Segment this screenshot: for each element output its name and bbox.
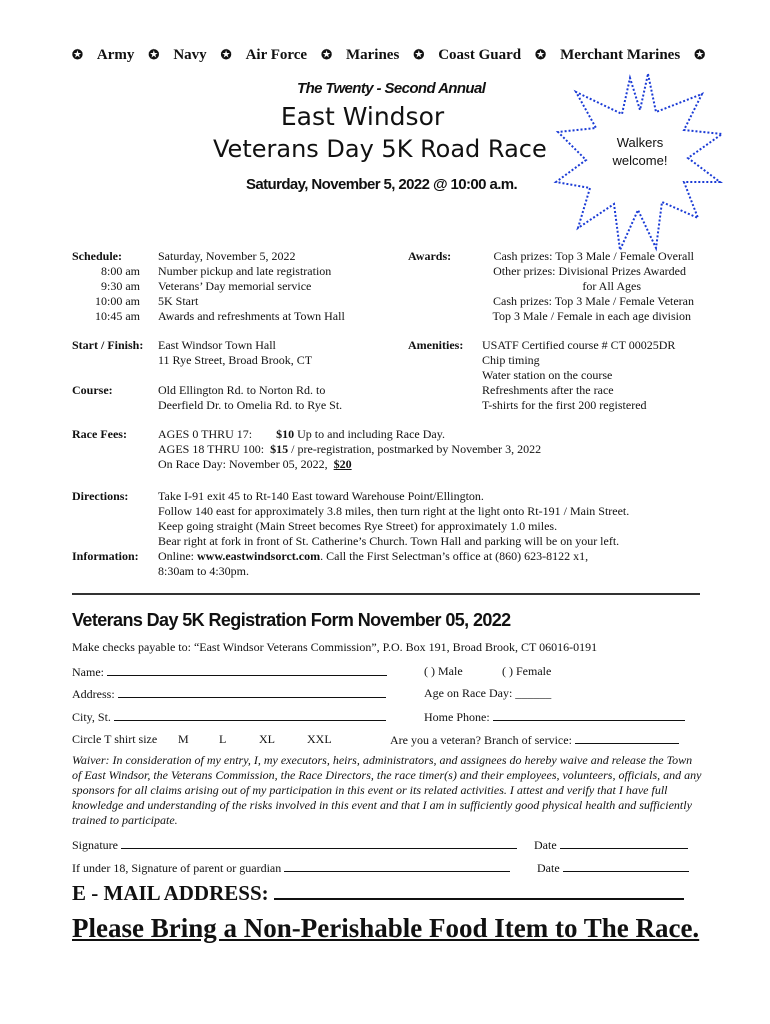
guardian-signature-field[interactable] (72, 860, 510, 876)
event-subtitle: The Twenty - Second Annual (297, 80, 486, 97)
payable-note: Make checks payable to: “East Windsor Veterans Commission”, P.O. Box 191, Broad Brook, CT 06016-0191 (72, 640, 598, 654)
signature-label: Signature (72, 838, 118, 852)
home-phone-field[interactable] (424, 709, 685, 725)
start-finish-label: Start / Finish: (72, 338, 144, 352)
tshirt-size-option[interactable]: M (178, 732, 189, 746)
amenities-line: Refreshments after the race (482, 383, 614, 397)
branch-merchant-marines: Merchant Marines (560, 47, 681, 63)
branch-marines: Marines (345, 47, 400, 63)
amenities-label: Amenities: (408, 338, 464, 352)
awards-line: for All Ages (582, 279, 641, 293)
branch-army: Army (96, 47, 135, 63)
fee-amount: $15 (270, 442, 289, 456)
burst-line2: welcome! (612, 153, 668, 168)
schedule-time: 9:30 am (101, 279, 140, 293)
signature-field[interactable] (72, 837, 517, 853)
home-phone-label: Home Phone: (424, 710, 490, 724)
awards-line: Top 3 Male / Female in each age division (492, 309, 691, 323)
course-line: Deerfield Dr. to Omelia Rd. to Rye St. (158, 398, 343, 412)
directions-line: Follow 140 east for approximately 3.8 miles, then turn right at the light onto Rt-191 / Main Street. (158, 504, 630, 518)
star-icon: ✪ (535, 47, 547, 62)
tshirt-size-option[interactable]: L (219, 732, 227, 746)
email-field[interactable] (72, 880, 684, 906)
section-divider (72, 593, 700, 595)
email-label: E - MAIL ADDRESS: (72, 881, 269, 905)
star-icon: ✪ (220, 47, 232, 62)
event-title-line1: East Windsor (280, 102, 445, 131)
directions-line: Keep going straight (Main Street becomes Rye Street) for approximately 1.0 miles. (158, 519, 558, 533)
guardian-signature-line[interactable] (284, 860, 510, 872)
fee-note: / pre-registration, postmarked by November 3, 2022 (291, 442, 542, 456)
tshirt-size-label: Circle T shirt size (72, 732, 158, 746)
amenities-line: Water station on the course (482, 368, 613, 382)
event-title-line2: Veterans Day 5K Road Race (213, 135, 547, 163)
city-label: City, St. (72, 710, 111, 724)
awards-line: Other prizes: Divisional Prizes Awarded (493, 264, 686, 278)
fee-category: AGES 0 THRU 17: (158, 427, 253, 441)
information-prefix: Online: (158, 549, 197, 563)
branch-coast-guard: Coast Guard (438, 47, 522, 63)
signature-date-field[interactable] (534, 837, 688, 853)
date-line[interactable] (563, 860, 689, 872)
amenities-line: Chip timing (482, 353, 540, 367)
veteran-label: Are you a veteran? Branch of service: (390, 733, 572, 747)
branch-of-service-line[interactable] (575, 732, 679, 744)
schedule-event: Veterans’ Day memorial service (158, 279, 312, 293)
city-line[interactable] (114, 709, 386, 721)
schedule-time: 10:45 am (95, 309, 140, 323)
star-icon: ✪ (413, 47, 425, 62)
address-label: Address: (72, 687, 115, 701)
male-option[interactable]: ( ) Male (424, 664, 463, 678)
date-label: Date (537, 861, 560, 875)
awards-line: Cash prizes: Top 3 Male / Female Veteran (493, 294, 694, 308)
course-label: Course: (72, 383, 113, 397)
start-finish-line: East Windsor Town Hall (158, 338, 276, 352)
waiver-text: Waiver: In consideration of my entry, I, my executors, heirs, administrators, and assignees do hereby waive and release the Town of East Windsor, the Veterans Commission, the Race Directors, the race timer(s) and their employees, volunteers, officials, and any sponsors for all claims arising out of my participation in this event or its related activities. I attest and verify that I have full knowledge and understanding of the risks involved in this event and that I am in sufficiently good physical health and sufficiently trained to participate. (72, 753, 702, 827)
awards-line: Cash prizes: Top 3 Male / Female Overall (493, 249, 694, 263)
schedule-time: 10:00 am (95, 294, 140, 308)
fee-amount: $10 (276, 427, 295, 441)
fee-category: AGES 18 THRU 100: (158, 442, 265, 456)
veteran-field[interactable] (390, 732, 679, 748)
tshirt-size-option[interactable]: XL (259, 732, 275, 746)
start-finish-line: 11 Rye Street, Broad Brook, CT (158, 353, 313, 367)
city-field[interactable] (72, 709, 386, 725)
branch-navy: Navy (173, 47, 207, 63)
fee-note: Up to and including Race Day. (297, 427, 445, 441)
event-date: Saturday, November 5, 2022 @ 10:00 a.m. (246, 176, 518, 193)
guardian-date-field[interactable] (537, 860, 689, 876)
tshirt-size-option[interactable]: XXL (307, 732, 332, 746)
name-line[interactable] (107, 664, 387, 676)
address-field[interactable] (72, 686, 386, 702)
date-label: Date (534, 838, 557, 852)
information-hours: 8:30am to 4:30pm. (158, 564, 249, 578)
food-donation-note: Please Bring a Non-Perishable Food Item to The Race. (72, 913, 700, 943)
information-line (158, 549, 588, 564)
schedule-event: Awards and refreshments at Town Hall (158, 309, 345, 323)
schedule-event: 5K Start (158, 294, 199, 308)
race-fees-label: Race Fees: (72, 427, 127, 441)
star-icon: ✪ (72, 47, 83, 62)
amenities-line: USATF Certified course # CT 00025DR (482, 338, 676, 352)
branch-air-force: Air Force (245, 47, 308, 63)
branch-banner (72, 47, 712, 64)
home-phone-line[interactable] (493, 709, 685, 721)
schedule-date: Saturday, November 5, 2022 (158, 249, 296, 263)
course-line: Old Ellington Rd. to Norton Rd. to (158, 383, 326, 397)
email-line[interactable] (274, 880, 684, 900)
walkers-welcome-note (600, 134, 680, 170)
name-label: Name: (72, 665, 104, 679)
website-link[interactable]: www.eastwindsorct.com (197, 549, 321, 563)
form-title: Veterans Day 5K Registration Form November 05, 2022 (72, 610, 511, 630)
female-option[interactable]: ( ) Female (502, 664, 552, 678)
fee-line-youth (158, 427, 445, 442)
fee-category: On Race Day: November 05, 2022, (158, 457, 328, 471)
guardian-label: If under 18, Signature of parent or guardian (72, 861, 282, 875)
age-field[interactable]: Age on Race Day: ______ (424, 686, 552, 700)
schedule-event: Number pickup and late registration (158, 264, 332, 278)
directions-line: Take I-91 exit 45 to Rt-140 East toward Warehouse Point/Ellington. (158, 489, 484, 503)
information-contact: . Call the First Selectman’s office at (860) 623-8122 x1, (320, 549, 589, 563)
directions-label: Directions: (72, 489, 129, 503)
awards-label: Awards: (408, 249, 452, 263)
schedule-time: 8:00 am (101, 264, 140, 278)
date-line[interactable] (560, 837, 688, 849)
fee-line-race-day (158, 457, 352, 472)
fee-line-adult (158, 442, 541, 457)
directions-line: Bear right at fork in front of St. Catherine’s Church. Town Hall and parking will be on your left. (158, 534, 620, 548)
star-icon: ✪ (148, 47, 160, 62)
information-label: Information: (72, 549, 139, 563)
amenities-line: T-shirts for the first 200 registered (482, 398, 647, 412)
address-line[interactable] (118, 686, 386, 698)
schedule-label: Schedule: (72, 249, 123, 263)
star-icon: ✪ (321, 47, 332, 62)
signature-line[interactable] (121, 837, 517, 849)
fee-amount: $20 (333, 457, 352, 471)
star-icon: ✪ (694, 47, 706, 62)
burst-line1: Walkers (616, 135, 664, 150)
name-field[interactable] (72, 664, 387, 680)
